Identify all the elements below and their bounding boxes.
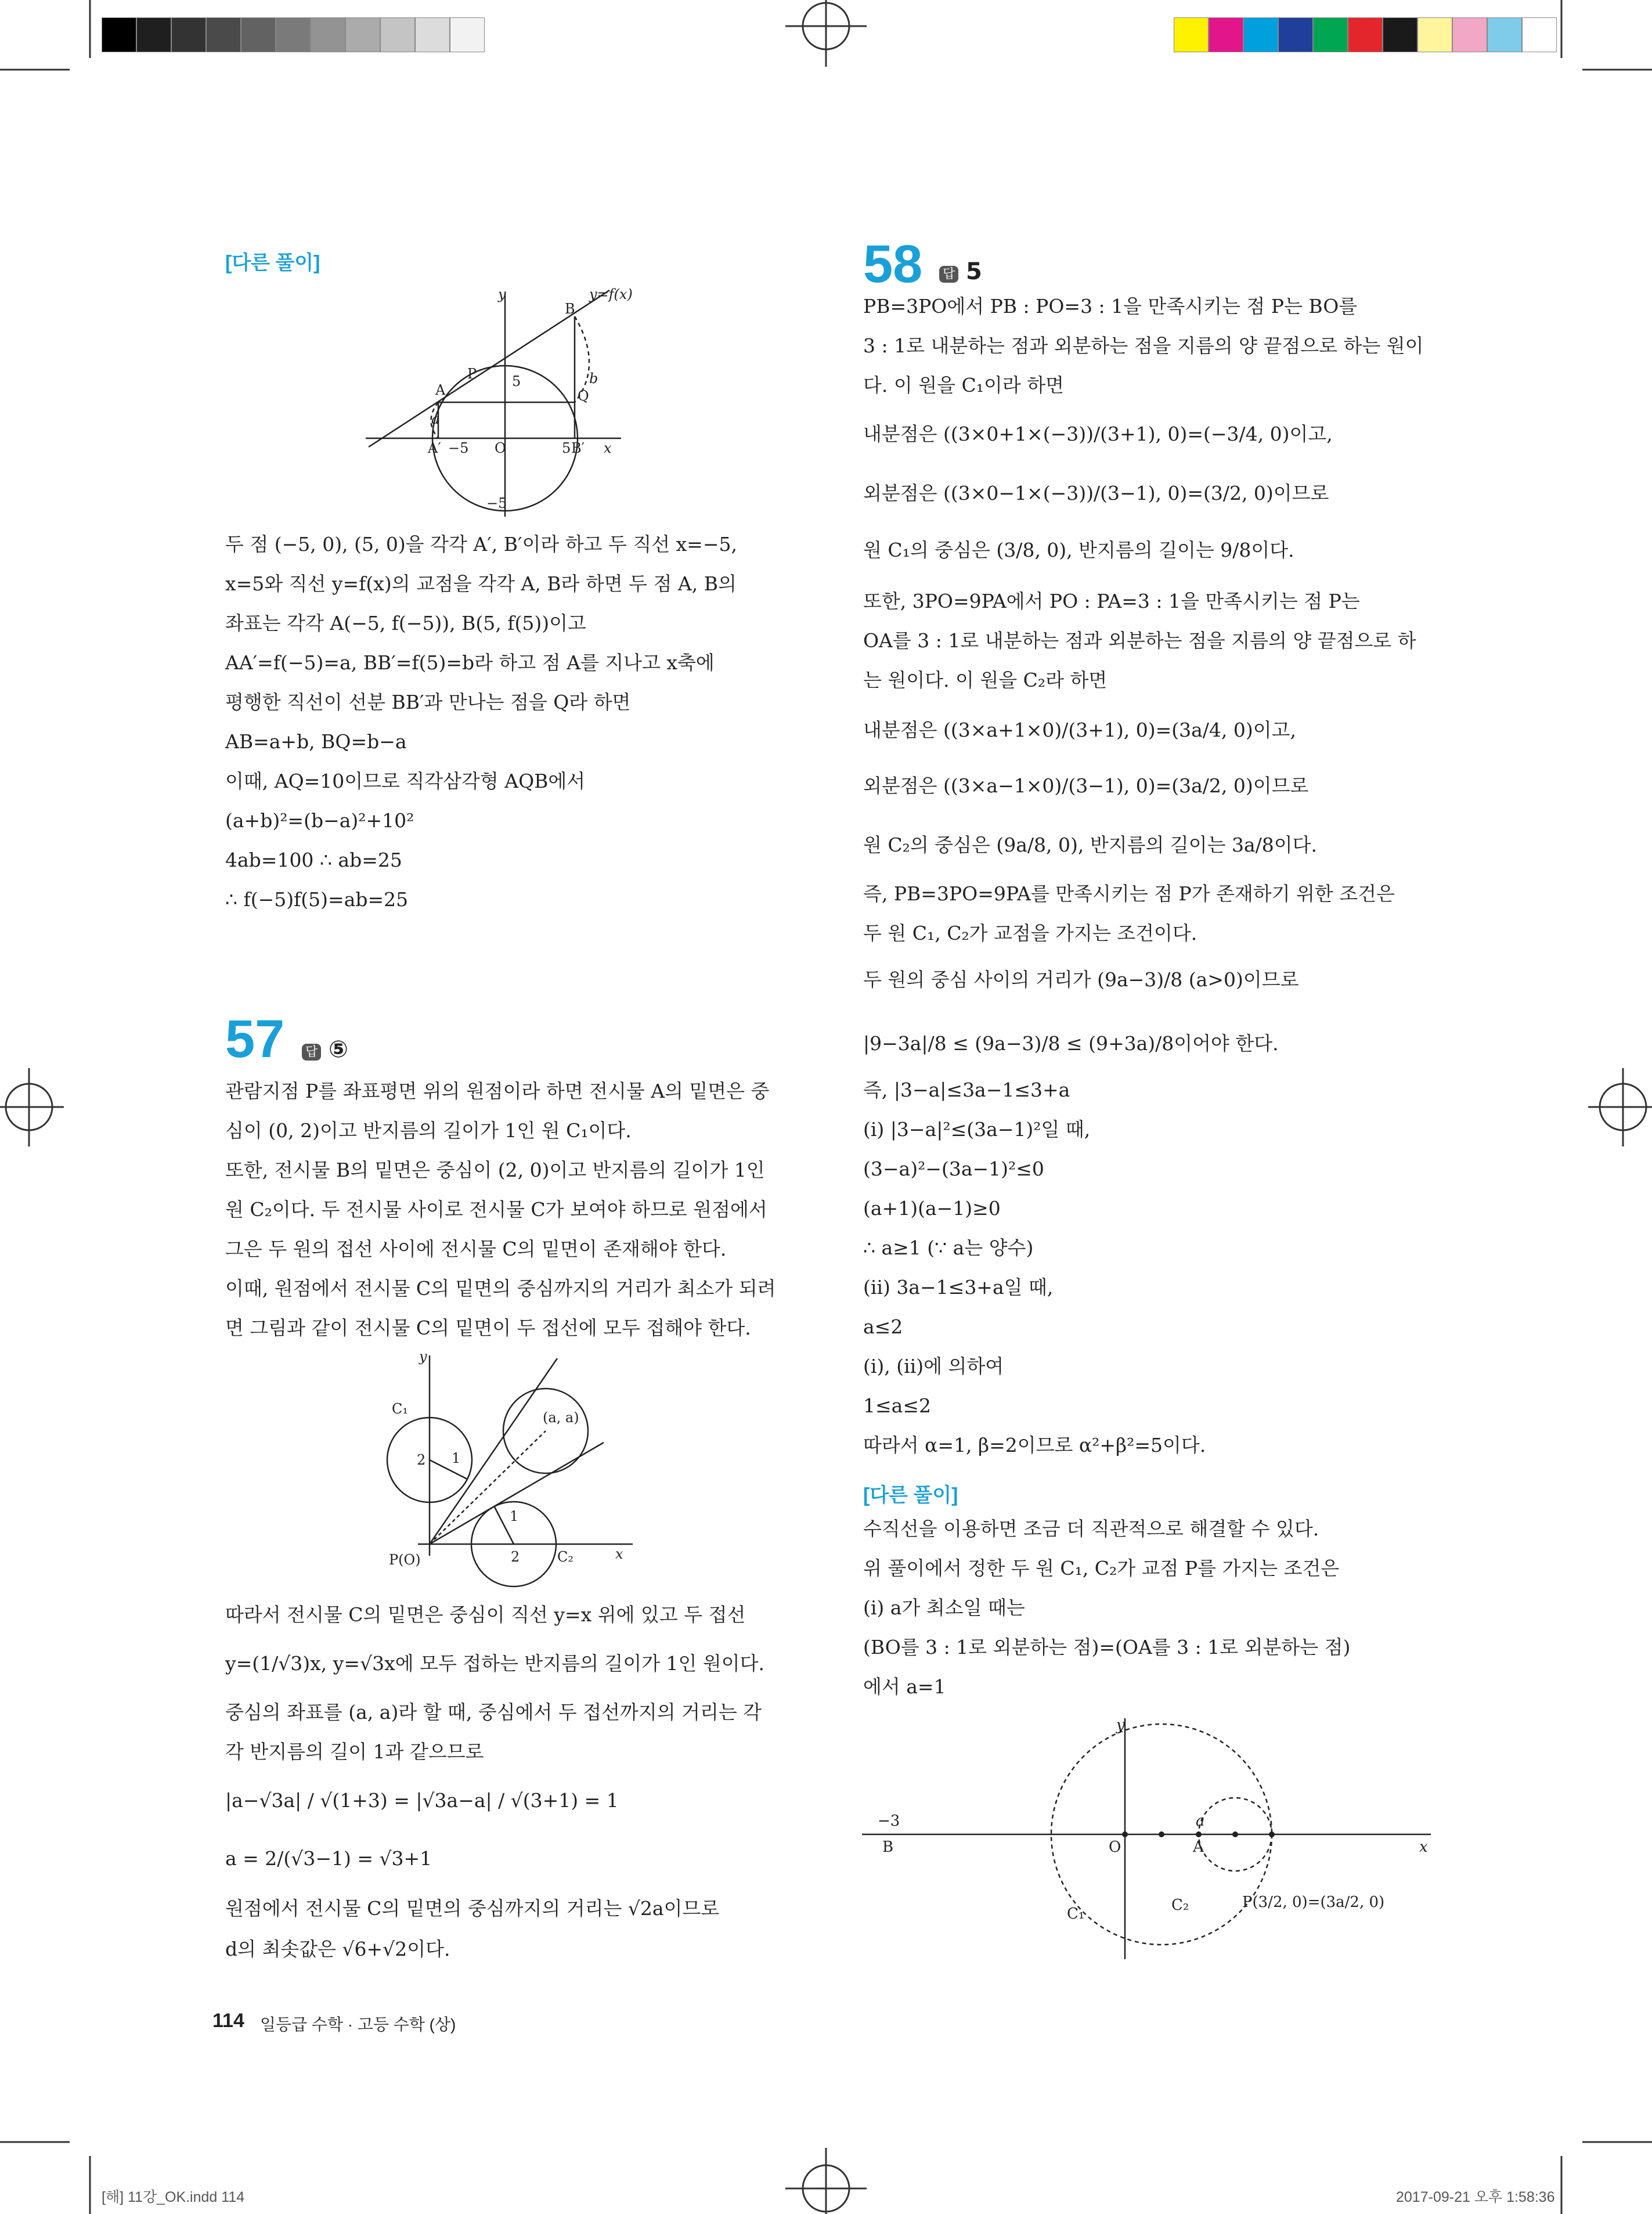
fig1-m5: −5: [448, 440, 469, 456]
fig3-x: x: [1419, 1838, 1428, 1856]
alt-solution-label: [다른 풀이]: [225, 252, 320, 274]
fig1-a: a: [431, 411, 440, 427]
text-line: 원 C₁의 중심은 (3/8, 0), 반지름의 길이는 9/8이다.: [863, 539, 1294, 561]
fig2-1b: 1: [510, 1508, 519, 1524]
fig1-B: B: [565, 301, 575, 317]
fig2-1: 1: [452, 1450, 461, 1466]
fig1-m5b: −5: [486, 495, 507, 511]
book-title: 일등급 수학 · 고등 수학 (상): [260, 2015, 456, 2033]
text-line: 또한, 3PO=9PA에서 PO : PA=3 : 1을 만족시키는 점 P는: [863, 590, 1360, 612]
fig2-2b: 2: [511, 1549, 520, 1565]
text-line: a = 2/(√3−1) = √3+1: [225, 1847, 432, 1870]
text-line: 4ab=100 ∴ ab=25: [225, 849, 402, 871]
text-line: 원점에서 전시물 C의 밑면의 중심까지의 거리는 √2a이므로: [225, 1897, 720, 1920]
text-line: OA를 3 : 1로 내분하는 점과 외분하는 점을 지름의 양 끝점으로 하: [863, 629, 1416, 652]
fig1-x: x: [604, 440, 612, 456]
text-line: 중심의 좌표를 (a, a)라 할 때, 중심에서 두 접선까지의 거리는 각: [225, 1701, 762, 1723]
text-line: 에서 a=1: [863, 1675, 946, 1698]
text-line: 수직선을 이용하면 조금 더 직관적으로 해결할 수 있다.: [863, 1517, 1319, 1540]
fig2-C1: C₁: [392, 1401, 408, 1417]
fig1-yfx: y=f(x): [589, 286, 633, 302]
fig1-P: P: [467, 366, 477, 382]
fig3-m3: −3: [878, 1812, 900, 1830]
fig1-O: O: [495, 440, 506, 456]
text-line: 는 원이다. 이 원을 C₂라 하면: [863, 669, 1108, 691]
file-name: [해] 11강_OK.indd 114: [102, 2189, 245, 2205]
text-line: 다. 이 원을 C₁이라 하면: [863, 374, 1064, 396]
text-line: (a+b)²=(b−a)²+10²: [225, 809, 414, 832]
fig3-C2: C₂: [1171, 1896, 1189, 1914]
text-line: AA′=f(−5)=a, BB′=f(5)=b라 하고 점 A를 지나고 x축에: [225, 651, 715, 674]
answer-57: [302, 1036, 348, 1063]
text-line: 원 C₂이다. 두 전시물 사이로 전시물 C가 보여야 하므로 원점에서: [225, 1198, 767, 1221]
fig2-x: x: [615, 1546, 623, 1562]
text-line: 심이 (0, 2)이고 반지름의 길이가 1인 원 C₁이다.: [225, 1119, 632, 1142]
fig3-C1: C₁: [1067, 1905, 1085, 1923]
text-line: 위 풀이에서 정한 두 원 C₁, C₂가 교점 P를 가지는 조건은: [863, 1557, 1340, 1580]
text-line: |9−3a|/8 ≤ (9a−3)/8 ≤ (9+3a)/8이어야 한다.: [863, 1032, 1279, 1055]
answer-value: ⑤: [328, 1036, 348, 1063]
text-line: d의 최솟값은 √6+√2이다.: [225, 1938, 450, 1960]
tangent-line-1: [430, 1358, 557, 1544]
answer-value: 5: [965, 258, 982, 285]
fig1-y: y: [498, 286, 506, 302]
fig1-5: 5: [512, 373, 521, 390]
text-line: a≤2: [863, 1315, 903, 1338]
fig3-A: A: [1193, 1838, 1204, 1856]
fig1-Ap: A′: [428, 440, 441, 456]
text-line: 3 : 1로 내분하는 점과 외분하는 점을 지름의 양 끝점으로 하는 원이: [863, 334, 1424, 357]
text-line: (3−a)²−(3a−1)²≤0: [863, 1158, 1044, 1180]
text-line: 또한, 전시물 B의 밑면은 중심이 (2, 0)이고 반지름의 길이가 1인: [225, 1159, 765, 1181]
text-line: ∴ f(−5)f(5)=ab=25: [225, 888, 409, 911]
answer-mark: 답: [939, 266, 958, 283]
text-line: (ⅱ) 3a−1≤3+a일 때,: [863, 1276, 1054, 1299]
text-line: 이때, 원점에서 전시물 C의 밑면의 중심까지의 거리가 최소가 되려: [225, 1277, 776, 1300]
fig3-P: P(3/2, 0)=(3a/2, 0): [1242, 1894, 1385, 1911]
text-line: 이때, AQ=10이므로 직각삼각형 AQB에서: [225, 770, 586, 792]
fig3-B: B: [882, 1838, 894, 1856]
text-line: 즉, |3−a|≤3a−1≤3+a: [863, 1079, 1070, 1101]
text-line: 원 C₂의 중심은 (9a/8, 0), 반지름의 길이는 3a/8이다.: [863, 834, 1317, 856]
fig1-A: A: [435, 382, 446, 398]
problem-58-number: 58: [863, 235, 923, 294]
page-number: 114: [212, 2010, 244, 2032]
text-line: 관람지점 P를 좌표평면 위의 원점이라 하면 전시물 A의 밑면은 중: [225, 1080, 770, 1102]
text-line: (ⅰ) a가 최소일 때는: [863, 1596, 1025, 1619]
text-line: 1≤a≤2: [863, 1394, 931, 1417]
text-line: (BO를 3 : 1로 외분하는 점)=(OA를 3 : 1로 외분하는 점): [863, 1636, 1351, 1658]
text-line: y=(1/√3)x, y=√3x에 모두 접하는 반지름의 길이가 1인 원이다.: [225, 1652, 765, 1675]
fig1-Bp: B′: [571, 440, 585, 456]
fig1-Q: Q: [578, 388, 589, 404]
figure-two-circles-tangents: [371, 1347, 639, 1579]
text-line: 즉, PB=3PO=9PA를 만족시키는 점 P가 존재하기 위한 조건은: [863, 882, 1395, 905]
answer-mark: 답: [302, 1044, 321, 1061]
text-line: 외분점은 ((3×0−1×(−3))/(3−1), 0)=(3/2, 0)이므로: [863, 482, 1329, 504]
text-line: x=5와 직선 y=f(x)의 교점을 각각 A, B라 하면 두 점 A, B의: [225, 572, 737, 595]
text-line: 두 점 (−5, 0), (5, 0)을 각각 A′, B′이라 하고 두 직선 x=−5,: [225, 533, 737, 556]
fig2-PO: P(O): [389, 1552, 421, 1568]
text-line: ∴ a≥1 (∵ a는 양수): [863, 1236, 1034, 1259]
fig3-y: y: [1116, 1717, 1125, 1734]
print-stamp: 2017-09-21 오후 1:58:36: [1396, 2189, 1555, 2205]
text-line: 따라서 α=1, β=2이므로 α²+β²=5이다.: [863, 1434, 1206, 1456]
text-line: (ⅰ) |3−a|²≤(3a−1)²일 때,: [863, 1118, 1091, 1141]
text-line: |a−√3a| / √(1+3) = |√3a−a| / √(3+1) = 1: [225, 1789, 619, 1812]
text-line: PB=3PO에서 PB : PO=3 : 1을 만족시키는 점 P는 BO를: [863, 295, 1358, 318]
text-line: (ⅰ), (ⅱ)에 의하여: [863, 1355, 1004, 1378]
text-line: 따라서 전시물 C의 밑면은 중심이 직선 y=x 위에 있고 두 접선: [225, 1603, 746, 1626]
text-line: 그은 두 원의 접선 사이에 전시물 C의 밑면이 존재해야 한다.: [225, 1238, 727, 1260]
text-line: 외분점은 ((3×a−1×0)/(3−1), 0)=(3a/2, 0)이므로: [863, 774, 1309, 797]
text-line: 두 원 C₁, C₂가 교점을 가지는 조건이다.: [863, 922, 1197, 944]
text-line: 면 그림과 같이 전시물 C의 밑면이 두 접선에 모두 접해야 한다.: [225, 1317, 751, 1339]
text-line: 내분점은 ((3×0+1×(−3))/(3+1), 0)=(−3/4, 0)이고,: [863, 423, 1333, 445]
alt-solution-label-2: [다른 풀이]: [863, 1484, 958, 1506]
text-line: (a+1)(a−1)≥0: [863, 1197, 1001, 1220]
fig1-5b: 5: [562, 440, 571, 456]
fig2-2: 2: [417, 1452, 426, 1468]
figure-circle-tangent: [360, 284, 633, 522]
text-line: 각 반지름의 길이 1과 같으므로: [225, 1740, 484, 1763]
text-line: 평행한 직선이 선분 BB′과 만나는 점을 Q라 하면: [225, 691, 631, 713]
fig3-a: a: [1196, 1812, 1205, 1830]
text-line: 내분점은 ((3×a+1×0)/(3+1), 0)=(3a/4, 0)이고,: [863, 719, 1296, 741]
text-line: 두 원의 중심 사이의 거리가 (9a−3)/8 (a>0)이므로: [863, 968, 1299, 991]
fig2-C2: C₂: [557, 1549, 573, 1565]
fig3-O: O: [1109, 1838, 1121, 1856]
figure-number-line-circles: [859, 1712, 1440, 1962]
text-line: AB=a+b, BQ=b−a: [225, 730, 407, 753]
text-line: 좌표는 각각 A(−5, f(−5)), B(5, f(5))이고: [225, 612, 586, 634]
answer-58: [939, 258, 982, 285]
fig1-b: b: [589, 370, 598, 387]
fig2-y: y: [419, 1348, 427, 1365]
fig2-center: (a, a): [543, 1409, 579, 1426]
problem-57-number: 57: [225, 1009, 285, 1069]
